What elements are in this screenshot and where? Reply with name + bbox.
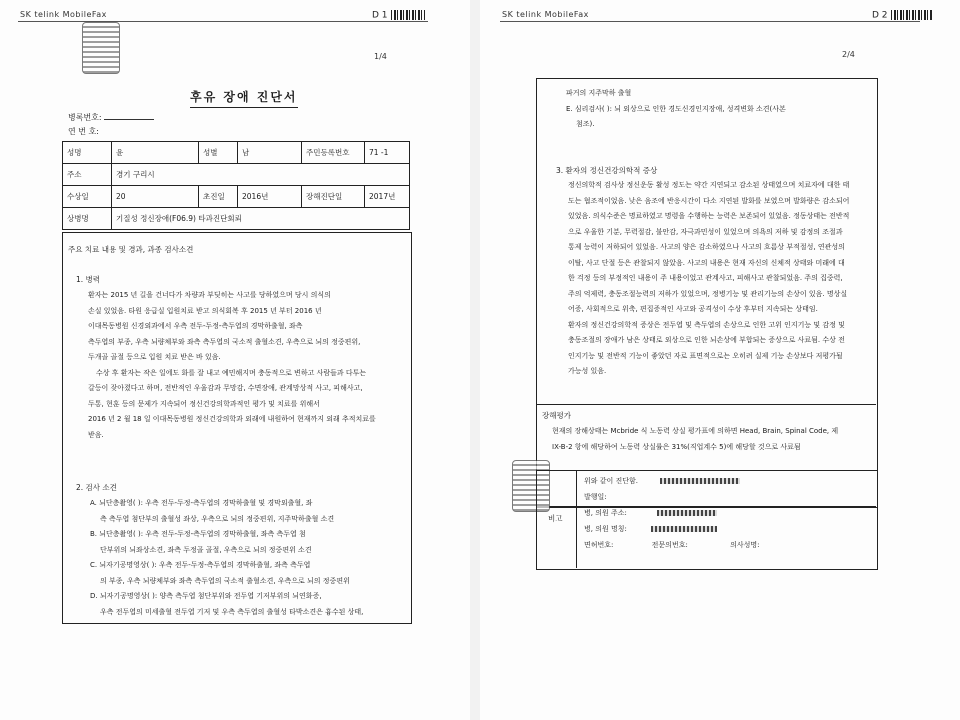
status-line: 인지기능 및 전반적 기능이 좋았던 자로 표면적으로는 오히려 실제 기능 손상보다 저평가될: [568, 351, 843, 360]
history-heading: 1. 병력: [76, 275, 101, 284]
exam-line: 의 부종, 우측 뇌량체부와 좌측 측두엽의 국소적 출혈소견, 우측으로 뇌의 정중편위: [100, 576, 350, 585]
history-line: 손실 있었음. 타원 응급실 입원치료 받고 의식회복 후 2015 년 부터 2016 년: [88, 306, 322, 315]
remark-line: 위와 같이 진단함.: [584, 474, 740, 490]
patient-info-table: [62, 141, 410, 230]
status-line: 한 걱정 등의 부정적인 내용이 주 내용이었고 관계사고, 피해사고 관찰되었음. 주의 집중력,: [568, 274, 843, 282]
fax-page-code: D 1: [372, 10, 425, 21]
remark-divider: [576, 470, 577, 568]
name-value: 윤: [112, 142, 199, 164]
exam-line: 우측 전두엽의 미세출혈 전두엽 기저 및 우측 측두엽의 출혈성 타박소견은 흉수된 상태,: [100, 607, 364, 616]
status-line: 통제 능력이 저하되어 있었음. 사고의 양은 감소하였으나 사고의 흐름상 부적절성, 연관성의: [568, 243, 845, 251]
page-gutter: [470, 0, 480, 720]
treatment-section-heading: 주요 치료 내용 및 경과, 과종 검사소견: [68, 245, 194, 254]
history-line: 수상 후 환자는 작은 일에도 화를 잘 내고 예민해지며 충동적으로 변하고 사람들과 다투는: [96, 368, 367, 377]
injury-date-label: 수상일: [63, 186, 112, 208]
history-line: 이대목동병원 신경외과에서 우측 전두-두정-측두엽의 경막하출혈, 좌측: [88, 322, 303, 330]
name-label: 성명: [63, 142, 112, 164]
address-label: 주소: [63, 164, 112, 186]
document-page-1: [0, 0, 470, 720]
remark-line: 병, 의원 주소:: [584, 506, 717, 522]
history-line: 두통, 현훈 등의 문제가 지속되어 정신건강의학과적인 평가 및 치료를 위해서: [88, 399, 320, 408]
status-line: 주의 억제력, 충동조절능력의 저하가 있었으며, 정병기능 및 관리기능의 손상이 있음. 명상실: [568, 289, 848, 298]
status-line: 이탈, 사고 단절 등은 관찰되지 않았음. 사고의 내용은 현재 자신의 신체적 상태와 미래에 대: [568, 258, 845, 267]
evaluation-heading: 장해평가: [542, 411, 571, 420]
evaluation-line: 현재의 장해상태는 Mcbride 식 노동력 상실 평가표에 의하면 Head, Brain, Spinal Code, 제: [552, 427, 839, 435]
disability-date-label: 장해진단일: [302, 186, 365, 208]
rrn-label: 주민등록번호: [302, 142, 365, 164]
record-number: 병록번호:: [68, 110, 154, 123]
status-line: 있었음. 의식수준은 명료하였고 명령을 수행하는 능력은 보존되어 있었음. 정동상태는 전반적: [568, 212, 850, 220]
sex-value: 남: [238, 142, 302, 164]
address-value: 경기 구리시: [112, 164, 410, 186]
history-line: 받음.: [88, 430, 104, 439]
exam-line: A. 뇌단층촬영( ): 우측 전두-두정-측두엽의 경막하출혈 및 경막외출혈, 좌: [90, 499, 313, 507]
first-visit-value: 2016년: [238, 186, 302, 208]
fax-header: SK telink MobileFax: [20, 10, 107, 19]
diagnosis-value: 기질성 정신장애(F06.9) 타과진단회뢰: [112, 208, 410, 230]
continued-line: E. 심리검사( ): 뇌 외상으로 인한 경도신경인지장애, 성격변화 소견(사본: [566, 104, 786, 113]
history-line: 두개골 골절 등으로 입원 치료 받은 바 있음.: [88, 353, 221, 361]
sex-label: 성별: [199, 142, 238, 164]
page-number: 1/4: [374, 52, 387, 61]
redacted-mark: [651, 526, 717, 532]
status-line: 정신의학적 검사상 정신운동 활성 정도는 약간 지연되고 감소된 상태였으며 치료자에 대한 태: [568, 181, 850, 189]
exam-line: C. 뇌자기공명영상( ): 우측 전두-두정-측두엽의 경막하출혈, 좌측 측두엽: [90, 561, 311, 569]
remark-line: 발행일:: [584, 493, 607, 501]
status-line: 도는 협조적이었음. 낮은 음조에 반응시간이 다소 지연된 발화를 보였으며 발화량은 감소되어: [568, 196, 850, 205]
first-visit-label: 초진일: [199, 186, 238, 208]
rrn-value: 71 -1: [365, 142, 410, 164]
page-number: 2/4: [842, 50, 855, 59]
exam-line: 단부위의 뇌좌상소견, 좌측 두정골 골절, 우측으로 뇌의 정중편위 소견: [100, 545, 312, 554]
status-line: 충동조절의 장애가 남은 상태로 외상으로 인한 뇌손상에 부합되는 증상으로 사료됨. 수상 전: [568, 336, 845, 344]
barcode-icon: [391, 10, 425, 20]
serial-number: 연 번 호:: [68, 127, 99, 136]
diagnosis-label: 상병명: [63, 208, 112, 230]
status-line: 가능성 있음.: [568, 367, 607, 375]
exam-line: D. 뇌자기공명영상( ): 양측 측두엽 첨단부위와 전두엽 기저부위의 뇌연화증,: [90, 592, 322, 600]
status-line: 으로 우울한 기분, 무력절감, 불안감, 자극과민성이 있었으며 의욕의 저하 및 감정의 조절과: [568, 227, 843, 236]
remark-line: 면허번호: 전문의번호: 의사성명:: [584, 541, 760, 549]
history-line: 환자는 2015 년 길을 건너다가 차량과 부딪히는 사고를 당하였으며 당시 의식의: [88, 291, 331, 299]
status-line: 어증, 사회적으로 위축, 편집증적인 사고와 공격성이 수상 후부터 지속되는 상태임.: [568, 305, 818, 313]
continued-line: 파거의 지주막하 출혈: [566, 89, 632, 97]
barcode-icon: [891, 10, 933, 20]
exam-heading: 2. 검사 소견: [76, 483, 117, 492]
fax-page-code: D 2: [872, 10, 933, 21]
remark-label: 비고: [548, 514, 563, 523]
disability-date-value: 2017년: [365, 186, 410, 208]
exam-line: 측 측두엽 첨단부의 출혈성 좌상, 우측으로 뇌의 정중편위, 지주막하출혈 소견: [100, 514, 335, 523]
evaluation-rule: [536, 404, 876, 405]
history-line: 갈등이 잦아졌다고 하며, 전반적인 우울감과 무망감, 수면장애, 관계망상적 사고, 피해사고,: [88, 384, 363, 392]
hospital-seal-stamp: [82, 22, 120, 74]
document-page-2: [480, 0, 960, 720]
fax-rule: [18, 21, 428, 22]
history-line: 측두엽의 부종, 우측 뇌량체부와 좌측 측두엽의 국소적 출혈소견, 우측으로 뇌의 정중편위,: [88, 337, 361, 346]
history-line: 2016 년 2 월 18 일 이대목동병원 정신건강의학과 외래에 내원하여 현재까지 외래 추적치료를: [88, 415, 376, 423]
evaluation-line: IX-B-2 항에 해당하여 노동력 상실률은 31%(직업계수 5)에 해당할 것으로 사료됨: [552, 442, 801, 451]
continued-line: 첨조).: [576, 120, 595, 128]
remark-line: 병, 의원 명칭:: [584, 522, 717, 538]
document-title: 후유 장애 진단서: [190, 90, 298, 104]
status-line: 환자의 정신건강의학적 증상은 전두엽 및 측두엽의 손상으로 인한 고위 인지기능 및 감정 및: [568, 320, 845, 329]
status-heading: 3. 환자의 정신건강의학적 증상: [556, 166, 658, 175]
redacted-mark: [660, 478, 740, 484]
redacted-mark: [657, 510, 717, 516]
exam-line: B. 뇌단층촬영( ): 우측 전두-두정-측두엽의 경막하출혈, 좌측 측두엽 첨: [90, 530, 306, 538]
fax-rule: [500, 21, 920, 22]
fax-header: SK telink MobileFax: [502, 10, 589, 19]
injury-date-value: 20: [112, 186, 199, 208]
